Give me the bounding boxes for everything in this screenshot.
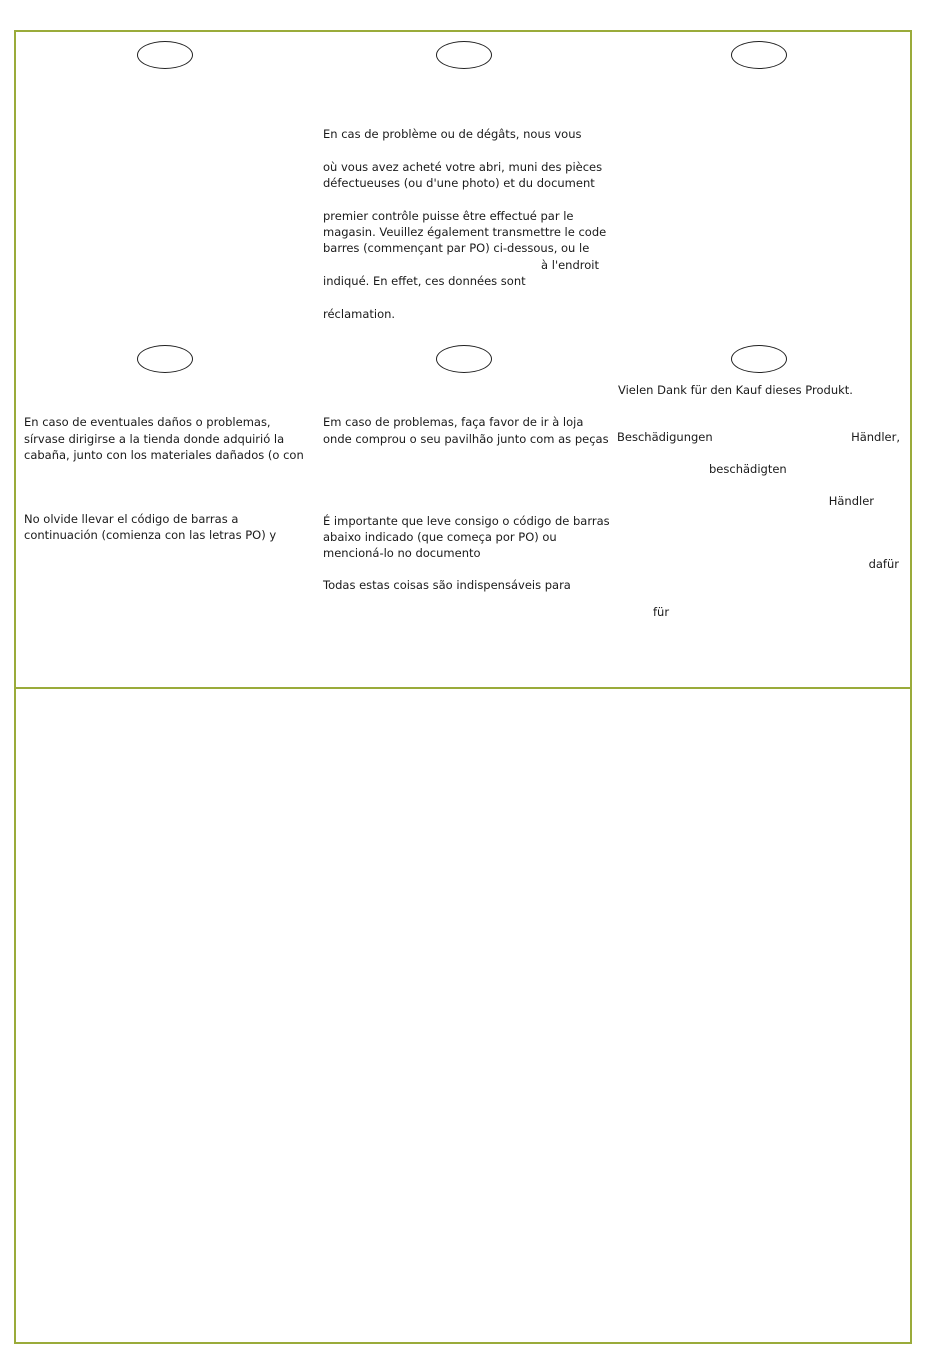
german-line: für [653, 605, 670, 619]
oval-marker-icon [436, 41, 492, 69]
oval-marker-icon [731, 345, 787, 373]
german-line: dafür [868, 557, 899, 571]
german-line: Beschädigungen [617, 430, 713, 444]
french-line: En cas de problème ou de dégâts, nous vous [323, 127, 582, 141]
german-line: Händler [828, 494, 874, 508]
portuguese-line: mencioná-lo no documento [323, 546, 481, 560]
spanish-line: continuación (comienza con las letras PO) y [24, 528, 277, 542]
spanish-line: cabaña, junto con los materiales dañados (o con [24, 448, 304, 462]
portuguese-line: Todas estas coisas são indispensáveis para [323, 578, 571, 592]
portuguese-line: onde comprou o seu pavilhão junto com as peças [323, 432, 609, 446]
german-line: Händler, [851, 430, 900, 444]
spanish-line: No olvide llevar el código de barras a [24, 512, 239, 526]
french-line: où vous avez acheté votre abri, muni des pièces [323, 160, 603, 174]
french-line: premier contrôle puisse être effectué par le [323, 209, 574, 223]
german-line: beschädigten [709, 462, 787, 476]
oval-marker-icon [137, 345, 193, 373]
oval-marker-icon [436, 345, 492, 373]
oval-marker-icon [137, 41, 193, 69]
spanish-line: sírvase dirigirse a la tienda donde adquirió la [24, 432, 285, 446]
spanish-line: En caso de eventuales daños o problemas, [24, 415, 271, 429]
german-line: Vielen Dank für den Kauf dieses Produkt. [618, 383, 853, 397]
oval-marker-icon [731, 41, 787, 69]
section-divider [14, 687, 912, 689]
portuguese-line: abaixo indicado (que começa por PO) ou [323, 530, 557, 544]
french-line: réclamation. [323, 307, 396, 321]
portuguese-line: Em caso de problemas, faça favor de ir à loja [323, 415, 584, 429]
portuguese-line: É importante que leve consigo o código de barras [323, 514, 610, 528]
french-line: barres (commençant par PO) ci-dessous, ou le [323, 241, 590, 255]
french-line: magasin. Veuillez également transmettre le code [323, 225, 607, 239]
french-line: à l'endroit [541, 258, 599, 272]
french-line: indiqué. En effet, ces données sont [323, 274, 526, 288]
french-line: défectueuses (ou d'une photo) et du document [323, 176, 595, 190]
